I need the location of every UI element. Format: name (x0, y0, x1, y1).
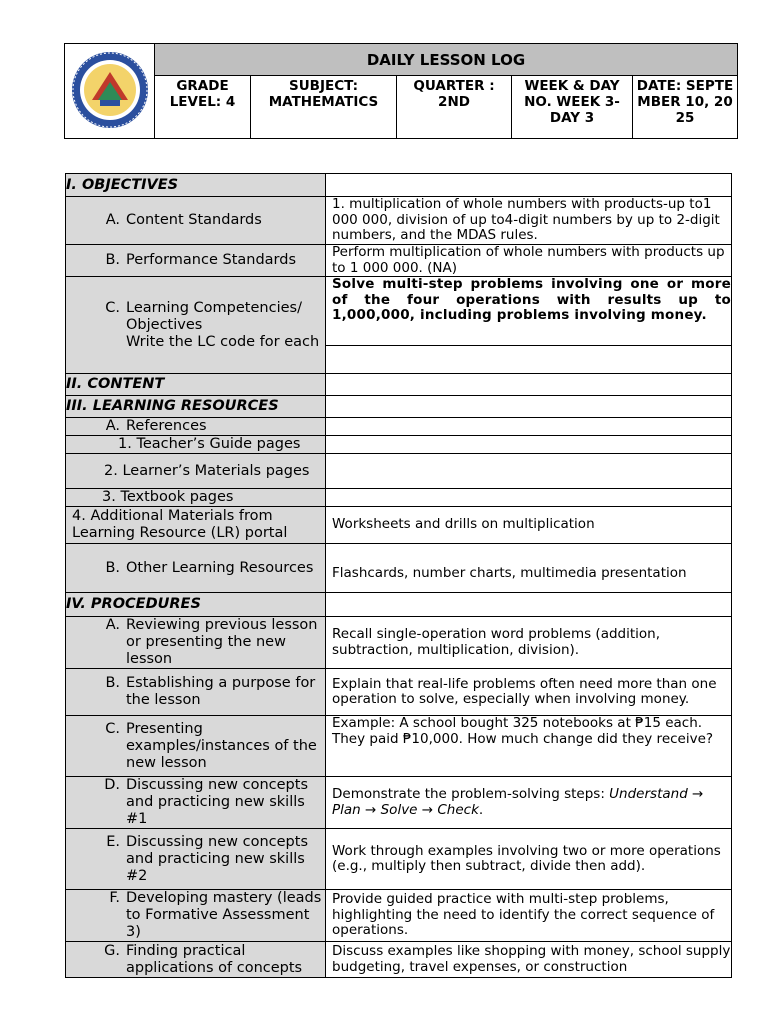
lesson-table (65, 173, 732, 978)
empty-cell (326, 346, 732, 374)
procedure-g-value: Discuss examples like shopping with money, school supply budgeting, travel expenses, or construction (326, 942, 732, 978)
item-key: B. (105, 675, 120, 691)
item-key: A. (105, 212, 120, 228)
textbook-label: 3. Textbook pages (66, 489, 326, 507)
item-label: Finding practical applications of concepts (126, 942, 303, 976)
learners-materials-label: 2. Learner’s Materials pages (66, 454, 326, 489)
item-sublabel: Write the LC code for each (126, 333, 320, 350)
table-row (66, 829, 732, 890)
procedure-e-label (66, 829, 326, 890)
item-key: B. (105, 252, 120, 268)
item-label: Discussing new concepts and practicing new skills #1 (126, 777, 309, 827)
value-text: Demonstrate the problem-solving steps: (332, 786, 610, 802)
item-key: C. (105, 299, 120, 316)
performance-standards-label (66, 245, 326, 277)
procedure-f-value: Provide guided practice with multi-step problems, highlighting the need to identify the correct sequence of operations. (326, 890, 732, 942)
empty-cell (326, 436, 732, 454)
references-label (66, 418, 326, 436)
item-key: E. (106, 833, 120, 850)
logo-box (65, 44, 155, 138)
teachers-guide-label: 1. Teacher’s Guide pages (66, 436, 326, 454)
item-label: Performance Standards (126, 252, 297, 268)
item-key: G. (104, 942, 120, 959)
table-row (66, 374, 732, 396)
section-resources: III. LEARNING RESOURCES (66, 396, 326, 418)
other-resources-value: Flashcards, number charts, multimedia presentation (326, 544, 732, 593)
section-content: II. CONTENT (66, 374, 326, 396)
value-text: . (478, 801, 484, 818)
item-key: C. (105, 720, 120, 737)
subject-cell: SUBJECT: MATHEMATICS (251, 76, 397, 138)
table-row (66, 454, 732, 489)
procedure-d-value (326, 777, 732, 829)
content-standards-label (66, 197, 326, 245)
procedure-a-label (66, 617, 326, 669)
table-row (66, 544, 732, 593)
item-label: Presenting examples/instances of the new lesson (126, 720, 317, 771)
item-key: B. (105, 559, 120, 576)
table-row (66, 245, 732, 277)
procedure-a-value: Recall single-operation word problems (addition, subtraction, multiplication, division). (326, 617, 732, 669)
table-row (66, 617, 732, 669)
procedure-e-value: Work through examples involving two or more operations (e.g., multiply then subtract, divide then add). (326, 829, 732, 890)
empty-cell (326, 489, 732, 507)
procedure-f-label (66, 890, 326, 942)
other-resources-label (66, 544, 326, 593)
procedure-d-label (66, 777, 326, 829)
item-key: A. (105, 418, 120, 434)
section-procedures: IV. PROCEDURES (66, 593, 326, 617)
table-row (66, 593, 732, 617)
procedure-b-label (66, 669, 326, 716)
empty-cell (326, 593, 732, 617)
table-row (66, 489, 732, 507)
item-label: Reviewing previous lesson or presenting the new lesson (126, 617, 318, 667)
item-key: F. (109, 890, 120, 906)
item-label: Learning Competencies/ Objectives (126, 299, 302, 333)
item-label: Content Standards (126, 212, 262, 228)
item-key: A. (105, 617, 120, 633)
lesson-log-header (64, 43, 738, 139)
performance-standards-value: Perform multiplication of whole numbers with products up to 1 000 000. (NA) (326, 245, 732, 277)
page-title: DAILY LESSON LOG (155, 44, 737, 76)
empty-cell (326, 396, 732, 418)
deped-seal-icon (70, 50, 150, 130)
empty-cell (326, 418, 732, 436)
table-row (66, 942, 732, 978)
additional-materials-value: Worksheets and drills on multiplication (326, 507, 732, 544)
value-emphasis: Understand → Plan → Solve → Check (332, 786, 704, 818)
table-row (66, 277, 732, 346)
table-row (66, 507, 732, 544)
item-label: References (126, 418, 207, 434)
item-label: Discussing new concepts and practicing new skills #2 (126, 833, 309, 884)
procedure-g-label (66, 942, 326, 978)
empty-cell (326, 454, 732, 489)
procedure-b-value: Explain that real-life problems often need more than one operation to solve, especially when involving money. (326, 669, 732, 716)
item-label: Establishing a purpose for the lesson (126, 675, 316, 708)
item-label: Developing mastery (leads to Formative Assessment 3) (126, 890, 322, 940)
grade-level-cell: GRADE LEVEL: 4 (155, 76, 251, 138)
item-key: D. (104, 777, 120, 793)
table-row (66, 890, 732, 942)
content-standards-value: 1. multiplication of whole numbers with products-up to1 000 000, division of up to4-digit numbers by up to 2-digit numbers, and the MDAS rules. (326, 197, 732, 245)
additional-materials-label: 4. Additional Materials from Learning Resource (LR) portal (66, 507, 326, 544)
quarter-cell: QUARTER : 2ND (397, 76, 512, 138)
table-row (66, 418, 732, 436)
date-cell: DATE: SEPTEMBER 10, 2025 (636, 78, 734, 126)
table-row (66, 174, 732, 197)
table-row (66, 777, 732, 829)
table-row (66, 197, 732, 245)
empty-cell (326, 374, 732, 396)
table-row (66, 669, 732, 716)
competencies-label (66, 277, 326, 374)
item-label: Other Learning Resources (126, 559, 314, 576)
table-row (66, 436, 732, 454)
competencies-value: Solve multi-step problems involving one or more of the four operations with results up to 1,000,000, including problems involving money. (326, 277, 732, 346)
procedure-c-value: Example: A school bought 325 notebooks at ₱15 each. They paid ₱10,000. How much change did they receive? (326, 716, 732, 777)
week-day-cell: WEEK & DAY NO. WEEK 3-DAY 3 (512, 76, 633, 138)
table-row (66, 716, 732, 777)
procedure-c-label (66, 716, 326, 777)
section-objectives: I. OBJECTIVES (66, 174, 326, 197)
table-row (66, 396, 732, 418)
empty-cell (326, 174, 732, 197)
